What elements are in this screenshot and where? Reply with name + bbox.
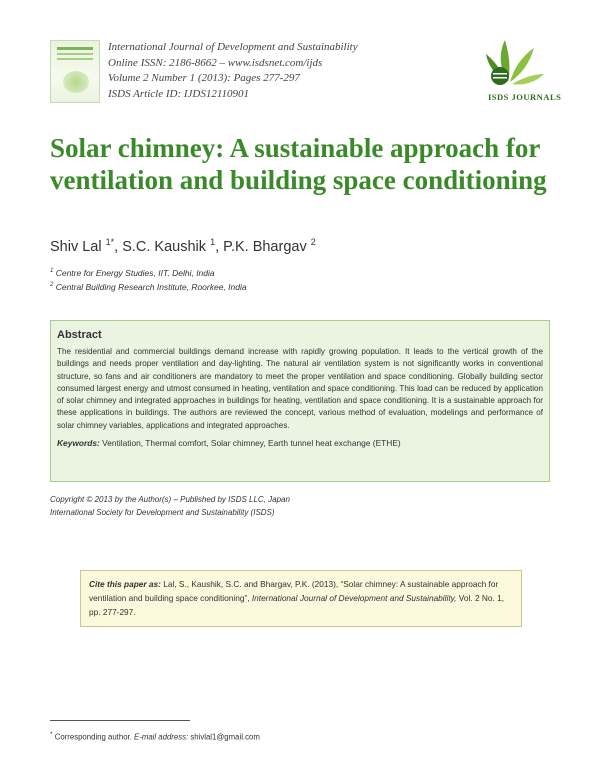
keywords-text: Ventilation, Thermal comfort, Solar chimney, Earth tunnel heat exchange (ETHE) [102, 438, 401, 449]
cover-stripe [57, 53, 93, 55]
journal-cover-thumbnail [50, 40, 100, 103]
paper-title: Solar chimney: A sustainable approach for ventilation and building space conditioning [50, 133, 547, 195]
author-name: P.K. Bhargav [223, 238, 307, 255]
abstract-box [50, 320, 550, 482]
cover-stripe [57, 58, 93, 60]
copyright-line: International Society for Development and Sustainability (ISDS) [50, 508, 275, 517]
author-mark: 1* [105, 237, 115, 247]
footnote-mark: * [50, 731, 53, 738]
author-name: S.C. Kaushik [122, 238, 207, 255]
journal-volume: Volume 2 Number 1 (2013): Pages 277-297 [108, 72, 300, 84]
affiliation-mark: 2 [50, 282, 54, 289]
cover-graphic [63, 71, 89, 93]
author-name: Shiv Lal [50, 238, 102, 255]
journal-issn: Online ISSN: 2186-8662 – www.isdsnet.com/ijds [108, 56, 323, 69]
article-id: ISDS Article ID: IJDS12110901 [108, 87, 250, 100]
citation-box [80, 570, 522, 627]
affiliation [50, 282, 247, 292]
author-list: Shiv Lal $^{1*}$, S.C. Kaushik $^1$, P.K. Bhargav $^2$ [50, 237, 316, 255]
keywords-label: Keywords: [57, 438, 100, 449]
keywords [57, 438, 543, 448]
copyright-line: Copyright © 2013 by the Author(s) – Published by ISDS LLC, Japan [50, 495, 290, 504]
affiliation-text: Central Building Research Institute, Roorkee, India [55, 282, 247, 292]
citation-pages: Vol. 2 No. 1, pp. 277-297. [89, 593, 504, 618]
citation-label: Cite this paper as: [89, 579, 161, 589]
footnote-text: Corresponding author. [54, 732, 132, 742]
abstract-heading: Abstract [57, 329, 102, 341]
footnote-divider [50, 720, 190, 721]
journal-name: International Journal of Development and Sustainability [108, 41, 358, 53]
cover-stripe [57, 47, 93, 50]
copyright-notice [50, 493, 290, 519]
abstract-body: The residential and commercial buildings demand increase with rapidly growing population. It leads to the vertical growth of the buildings and needs proper ventilation and day-lighting. The natural air ventilation system is not significantly works in conventional structure, so fans and air conditioners are mandatory to meet the proper ventilation and space conditioning. Globally building sector consumed largest energy and utmost consumed in heating, ventilation and space conditioning. This load can be reduced by application of solar chimney and integrated approaches in buildings for heating, ventilation and space conditioning. It is a sustainable approach for these applications in buildings. The authors are reviewed the concept, various method of evaluation, modelings and performance of solar chimney variables, applications and integrated approaches. [57, 347, 543, 430]
email-label: E-mail address: [134, 732, 189, 742]
logo-line2: JOURNALS [511, 92, 562, 102]
email-address[interactable]: shivlal1@gmail.com [190, 732, 260, 742]
affiliation [50, 268, 215, 278]
affiliation-mark: 1 [50, 268, 54, 275]
logo-line1: ISDS [488, 92, 509, 102]
affiliation-text: Centre for Energy Studies, IIT, Delhi, India [55, 268, 215, 278]
author-mark: 1 [210, 237, 216, 247]
citation-journal: International Journal of Development and Sustainability, [251, 593, 457, 604]
footnote [50, 731, 260, 742]
author-mark: 2 [310, 237, 316, 247]
citation-text: Lal, S., Kaushik, S.C. and Bhargav, P.K. (2013), “Solar chimney: A sustainable approach for ventilation and building space conditioning”, [89, 579, 499, 604]
journal-header [108, 40, 358, 102]
logo-text [488, 92, 561, 102]
